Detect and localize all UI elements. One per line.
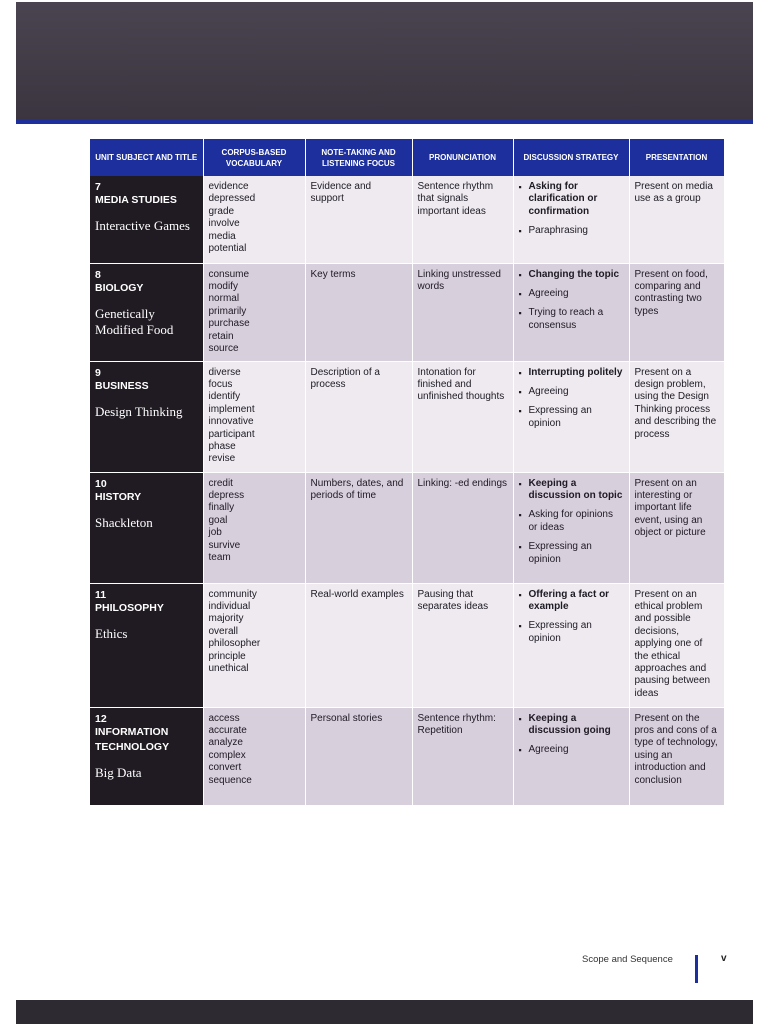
unit-number: 10 <box>95 477 107 490</box>
unit-subject: INFORMATION TECHNOLOGY <box>95 725 170 753</box>
strategy-list <box>519 589 624 646</box>
pronunciation-cell <box>412 361 513 472</box>
strategy-item: ▪ Agreeing <box>519 386 624 398</box>
strategy-item: ▪ Trying to reach a consensus <box>519 307 624 332</box>
unit-cell <box>90 176 203 263</box>
unit-title: Genetically Modified Food <box>95 305 174 337</box>
vocab-word: survive <box>208 539 241 551</box>
presentation-text: Present on media use as a group <box>634 181 713 205</box>
listening-focus-cell <box>305 361 412 472</box>
vocabulary-cell <box>203 583 305 707</box>
vocab-word: principle <box>208 650 246 662</box>
vocab-word: consume <box>208 268 250 280</box>
discussion-strategy-cell <box>513 707 629 805</box>
footer-section-title: Scope and Sequence <box>582 954 673 965</box>
presentation-text: Present on the pros and cons of a type of technology, using an introduction and conclusion <box>634 712 718 786</box>
vocab-word: depressed <box>208 193 256 205</box>
pronunciation-cell <box>412 176 513 263</box>
header-pronunciation: PRONUNCIATION <box>412 139 513 176</box>
unit-subject: HISTORY <box>95 490 142 503</box>
vocab-word: access <box>208 712 240 724</box>
pronunciation-text: Intonation for finished and unfinished thoughts <box>417 366 505 403</box>
top-divider <box>16 120 753 124</box>
strategy-item: ▪ Paraphrasing <box>519 225 624 237</box>
strategy-item: ▪ Expressing an opinion <box>519 620 624 645</box>
vocab-word: analyze <box>208 737 243 749</box>
vocabulary-cell <box>203 361 305 472</box>
strategy-item: ▪ Keeping a discussion going <box>519 713 624 738</box>
top-banner <box>16 2 753 120</box>
unit-cell <box>90 472 203 583</box>
unit-title: Design Thinking <box>95 403 183 419</box>
presentation-cell <box>629 176 724 263</box>
unit-cell <box>90 361 203 472</box>
vocab-word: implement <box>208 403 255 415</box>
table-header-row <box>90 139 724 176</box>
strategy-item: ▪ Agreeing <box>519 744 624 756</box>
strategy-item: ▪ Agreeing <box>519 288 624 300</box>
vocab-word: majority <box>208 613 244 625</box>
presentation-cell <box>629 707 724 805</box>
header-listening-focus: NOTE-TAKING AND LISTENING FOCUS <box>305 139 412 176</box>
unit-subject: BUSINESS <box>95 379 149 392</box>
footer-divider <box>695 955 698 983</box>
vocab-word: potential <box>208 243 247 255</box>
strategy-item: ▪ Offering a fact or example <box>519 589 624 614</box>
strategy-item: ▪ Changing the topic <box>519 269 624 281</box>
listening-focus-cell <box>305 176 412 263</box>
unit-subject: BIOLOGY <box>95 281 144 294</box>
strategy-list <box>519 269 624 333</box>
vocab-word: focus <box>208 378 233 390</box>
unit-cell <box>90 707 203 805</box>
vocabulary-cell <box>203 707 305 805</box>
unit-title: Big Data <box>95 764 142 780</box>
vocab-word: team <box>208 551 231 563</box>
pronunciation-cell <box>412 472 513 583</box>
discussion-strategy-cell <box>513 361 629 472</box>
unit-title: Ethics <box>95 625 128 641</box>
vocab-word: depress <box>208 489 245 501</box>
strategy-list <box>519 367 624 431</box>
vocab-word: job <box>208 527 222 539</box>
vocab-word: individual <box>208 600 251 612</box>
bottom-banner <box>16 1000 753 1024</box>
vocab-word: accurate <box>208 724 247 736</box>
listening-focus-cell <box>305 263 412 361</box>
pronunciation-text: Sentence rhythm that signals important ideas <box>417 181 494 217</box>
presentation-text: Present on food, comparing and contrasting two types <box>634 268 708 317</box>
pronunciation-text: Linking: -ed endings <box>417 477 508 489</box>
unit-title: Shackleton <box>95 514 153 530</box>
vocab-word: finally <box>208 502 235 514</box>
vocab-word: revise <box>208 453 236 465</box>
header-presentation: PRESENTATION <box>629 139 724 176</box>
vocab-word: credit <box>208 477 233 489</box>
vocab-word: primarily <box>208 305 247 317</box>
listening-focus-text: Key terms <box>310 268 356 280</box>
presentation-cell <box>629 361 724 472</box>
listening-focus-text: Numbers, dates, and periods of time <box>310 477 404 501</box>
strategy-item: ▪ Expressing an opinion <box>519 405 624 430</box>
unit-cell <box>90 263 203 361</box>
table-row <box>90 361 724 472</box>
scope-and-sequence-table <box>90 139 725 806</box>
presentation-cell <box>629 472 724 583</box>
pronunciation-text: Linking unstressed words <box>417 268 501 292</box>
vocab-word: overall <box>208 625 238 637</box>
listening-focus-cell <box>305 583 412 707</box>
table-row <box>90 263 724 361</box>
vocab-word: community <box>208 588 257 600</box>
vocab-word: retain <box>208 330 234 342</box>
header-discussion-strategy: DISCUSSION STRATEGY <box>513 139 629 176</box>
unit-number: 9 <box>95 366 101 379</box>
pronunciation-text: Pausing that separates ideas <box>417 588 489 612</box>
vocab-word: purchase <box>208 318 250 330</box>
strategy-item: ▪ Asking for clarification or confirmation <box>519 181 624 218</box>
presentation-text: Present on a design problem, using the Design Thinking process and describing the process <box>634 366 717 440</box>
strategy-item: ▪ Interrupting politely <box>519 367 624 379</box>
table-row <box>90 472 724 583</box>
listening-focus-text: Description of a process <box>310 366 380 390</box>
listening-focus-cell <box>305 707 412 805</box>
vocab-word: innovative <box>208 416 254 428</box>
header-vocabulary: CORPUS-BASED VOCABULARY <box>203 139 305 176</box>
pronunciation-text: Sentence rhythm: Repetition <box>417 712 496 736</box>
vocab-word: philosopher <box>208 638 261 650</box>
unit-subject: PHILOSOPHY <box>95 601 164 614</box>
vocab-word: identify <box>208 391 241 403</box>
unit-number: 12 <box>95 712 107 725</box>
vocab-word: unethical <box>208 662 249 674</box>
unit-number: 11 <box>95 588 107 601</box>
table-row <box>90 176 724 263</box>
strategy-list <box>519 478 624 566</box>
discussion-strategy-cell <box>513 263 629 361</box>
unit-cell <box>90 583 203 707</box>
presentation-text: Present on an interesting or important life event, using an object or picture <box>634 477 706 539</box>
vocab-word: source <box>208 342 239 354</box>
presentation-text: Present on an ethical problem and possible decisions, applying one of the ethical approaches and pausing between ideas <box>634 588 711 699</box>
vocab-word: phase <box>208 440 236 452</box>
unit-title: Interactive Games <box>95 218 190 233</box>
vocab-word: convert <box>208 762 242 774</box>
listening-focus-text: Real-world examples <box>310 588 404 600</box>
listening-focus-text: Personal stories <box>310 712 383 724</box>
vocabulary-cell <box>203 263 305 361</box>
page-number: v <box>721 953 727 964</box>
strategy-list <box>519 181 624 238</box>
discussion-strategy-cell <box>513 583 629 707</box>
vocab-word: modify <box>208 280 238 292</box>
presentation-cell <box>629 263 724 361</box>
table-row <box>90 583 724 707</box>
listening-focus-cell <box>305 472 412 583</box>
header-unit-subject: UNIT SUBJECT AND TITLE <box>90 139 203 176</box>
vocab-word: diverse <box>208 366 241 378</box>
vocab-word: media <box>208 230 236 242</box>
pronunciation-cell <box>412 263 513 361</box>
vocab-word: involve <box>208 218 240 230</box>
discussion-strategy-cell <box>513 472 629 583</box>
unit-number: 8 <box>95 268 101 281</box>
strategy-item: ▪ Expressing an opinion <box>519 541 624 566</box>
vocab-word: normal <box>208 293 240 305</box>
vocab-word: grade <box>208 205 235 217</box>
table-row <box>90 707 724 805</box>
unit-number: 7 <box>95 181 101 193</box>
vocabulary-cell <box>203 176 305 263</box>
vocab-word: sequence <box>208 774 252 786</box>
pronunciation-cell <box>412 583 513 707</box>
unit-subject: MEDIA STUDIES <box>95 194 177 206</box>
vocab-word: participant <box>208 428 255 440</box>
vocab-word: goal <box>208 514 228 526</box>
vocab-word: evidence <box>208 181 249 192</box>
listening-focus-text: Evidence and support <box>310 181 372 205</box>
discussion-strategy-cell <box>513 176 629 263</box>
strategy-item: ▪ Keeping a discussion on topic <box>519 478 624 503</box>
vocab-word: complex <box>208 749 246 761</box>
vocabulary-cell <box>203 472 305 583</box>
strategy-item: ▪ Asking for opinions or ideas <box>519 509 624 534</box>
strategy-list <box>519 713 624 757</box>
presentation-cell <box>629 583 724 707</box>
pronunciation-cell <box>412 707 513 805</box>
